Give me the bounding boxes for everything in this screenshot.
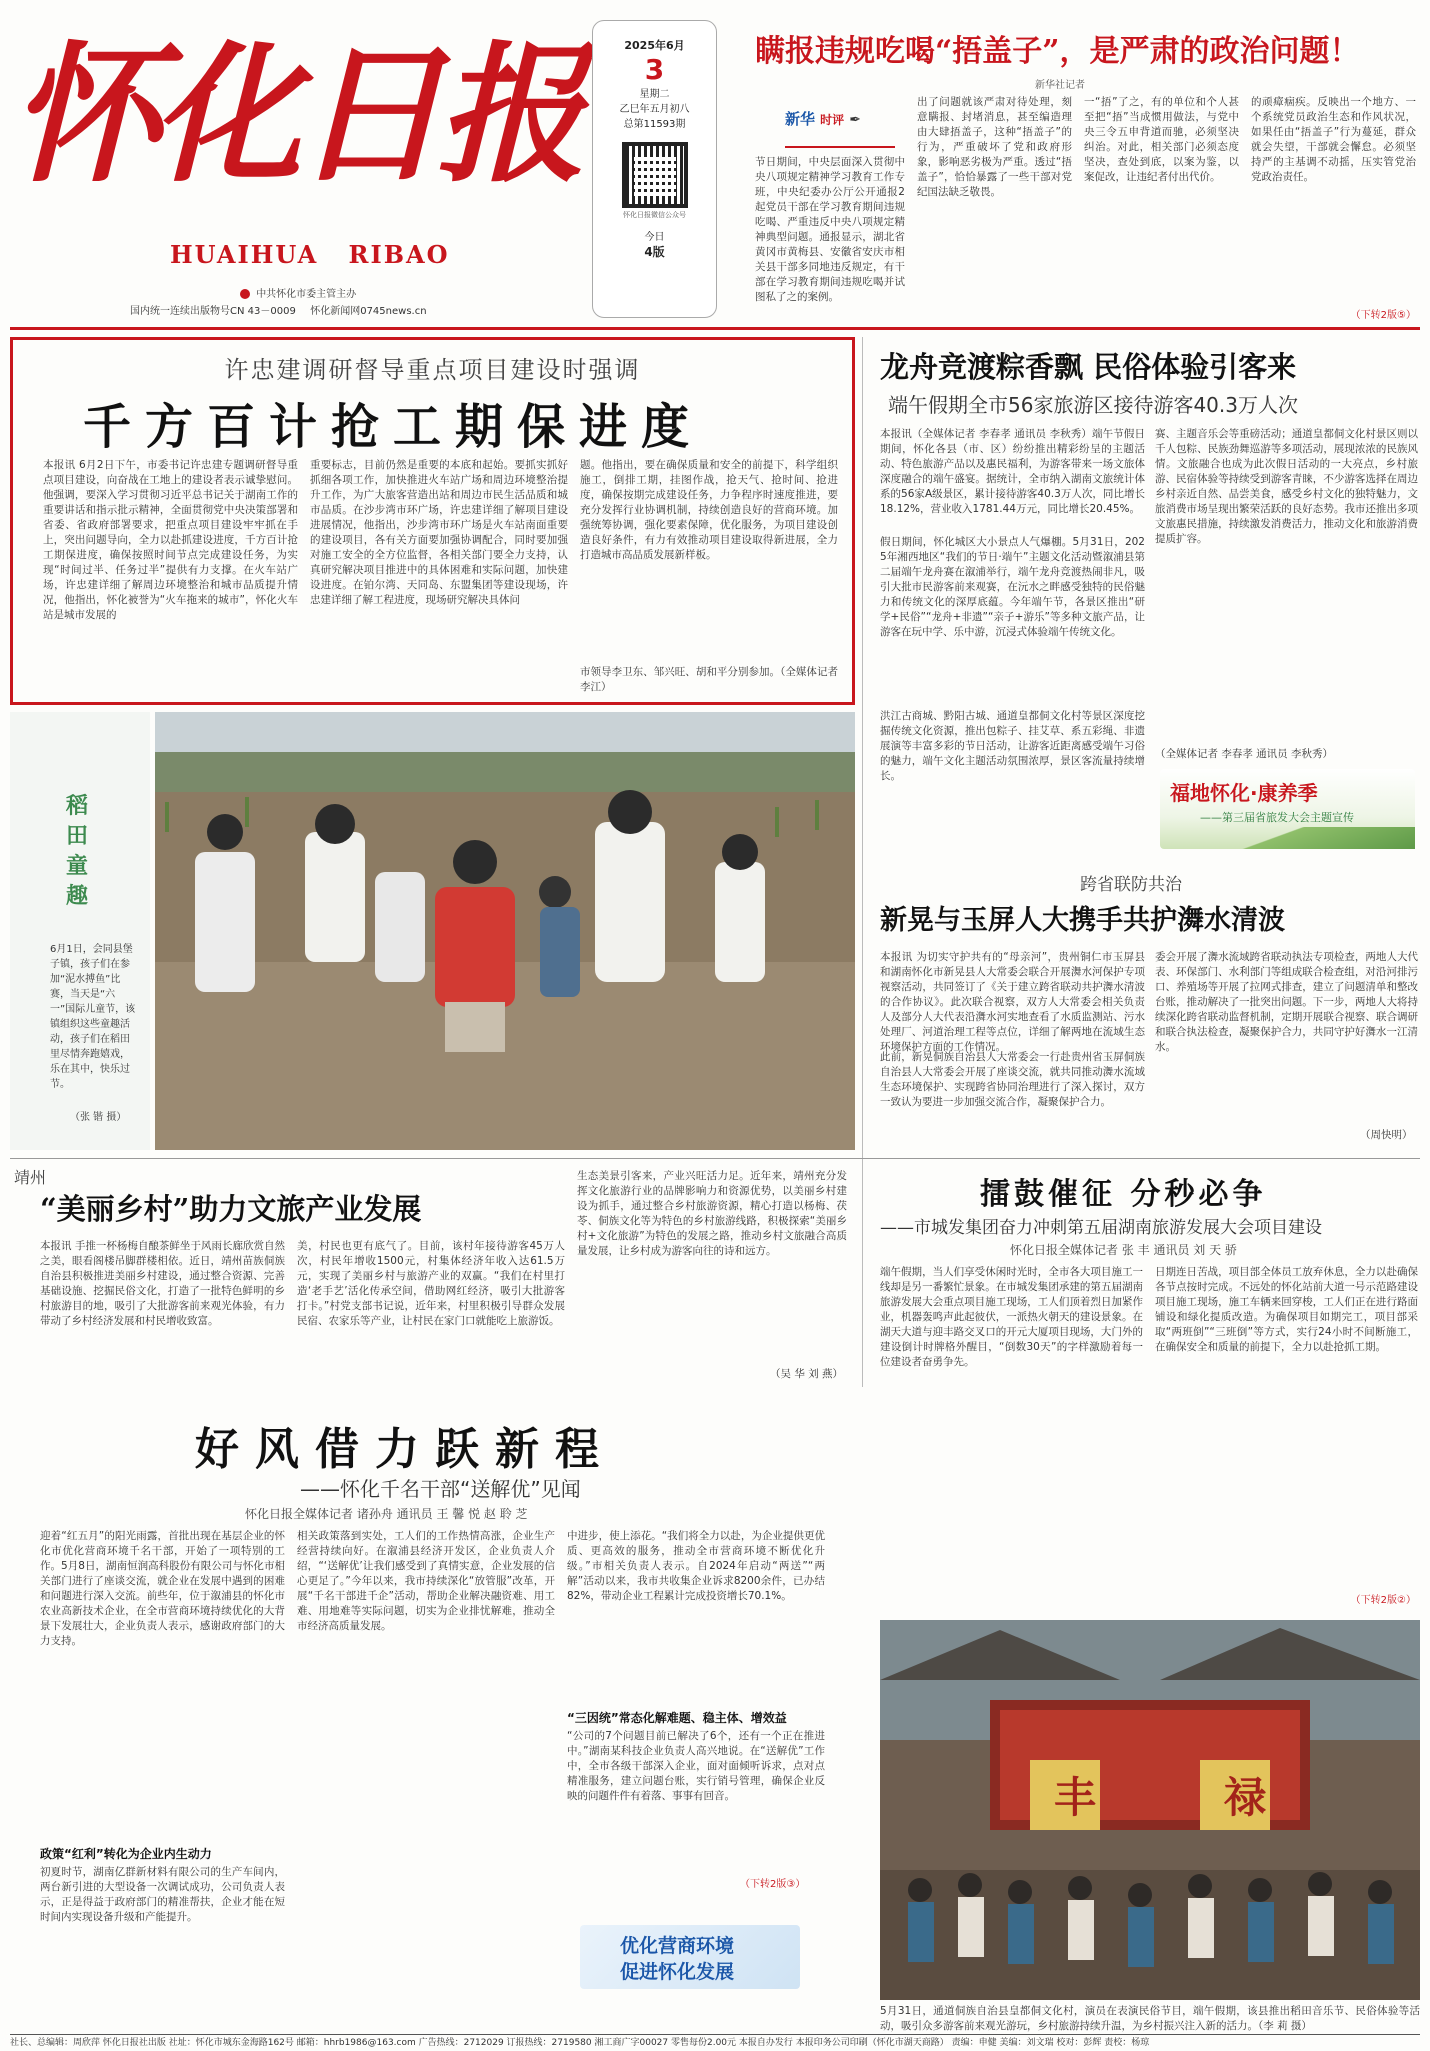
drum-subhead: ——市城发集团奋力冲刺第五届湖南旅游发展大会项目建设	[880, 1218, 1322, 1238]
feature-caption: 6月1日，会同县堡子镇，孩子们在参加“泥水搏鱼”比赛，当天是“六一”国际儿童节，该镇组织这些童趣活动，孩子们在稻田里尽情奔跑嬉戏，乐在其中，快乐过节。	[50, 944, 136, 1090]
page-count: 4版	[644, 245, 665, 259]
wind-subheading-a: 政策“红利”转化为企业内生动力	[40, 1847, 212, 1861]
top-commentary	[735, 20, 1420, 320]
river-protection-story	[870, 870, 1420, 1145]
commentary-author: 新华社记者	[1035, 80, 1085, 91]
commentary-title[interactable]: 瞒报违规吃喝“捂盖子”，是严肃的政治问题！	[755, 34, 1360, 69]
feature-credit: （张 锴 摄）	[70, 1112, 127, 1123]
lead-headline[interactable]: 千方百计抢工期保进度	[82, 399, 703, 455]
drum-rally-story	[870, 1165, 1420, 1615]
website: 怀化新闻网0745news.cn	[310, 306, 427, 317]
river-col-3: 委会开展了㵲水流域跨省联动执法专项检查，两地人大代表、环保部门、水利部门等组成联合检查组，对沿河排污口、养殖场等开展了拉网式排查，建立了问题清单和整改台账，推动解决了一批突出问题。下一步，两地人大将持续深化跨省联动监督机制，定期开展联合视察、联合调研和联合执法检查，凝聚保护合力，共同守护好㵲水一江清水。	[1155, 951, 1418, 1053]
village-col-3: 生态美景引客来，产业兴旺活力足。近年来，靖州充分发挥文化旅游行业的品牌影响力和资源优势，以美丽乡村建设为抓手，通过整合乡村旅游资源，精心打造以杨梅、茯苓、侗族文化等为特色的乡村旅游线路，积极探索“美丽乡村+文化旅游”为特色的发展之路，推动乡村文旅融合高质量发展，让乡村成为游客向往的诗和远方。	[577, 1170, 847, 1257]
banner-line-2: 促进怀化发展	[620, 1961, 735, 1983]
badge-part-a: 新华	[785, 110, 816, 128]
dragon-boat-col-2: 假日期间，怀化城区大小景点人气爆棚。5月31日，2025年湘西地区“我们的节日·端午”主题文化活动暨溆浦县第二届端午龙舟赛在溆浦举行，端午龙舟竞渡热闹非凡，吸引大批市民游客前来观赛，在沅水之畔感受独特的民俗魅力和传统文化的深厚底蕴。今年端午节，各景区推出“研学+民俗”“龙舟+非遗”“亲子+游乐”等多种文旅产品，让游客在玩中学、乐中游，沉浸式体验端午传统文化。	[880, 536, 1145, 638]
commentary-col-1: 节日期间，中央层面深入贯彻中央八项规定精神学习教育工作专班，中央纪委办公厅公开通报2起党员干部在学习教育期间违规吃喝、严重违反中央八项规定精神典型问题。通报显示，湖北省黄冈市黄梅县、安徽省安庆市相关县干部多同地违反规定，有干部在学习教育期间违规吃喝并试图私了之的案例。	[755, 156, 905, 303]
mountain-decoration-icon	[1160, 827, 1415, 849]
rice-field-feature	[10, 712, 855, 1150]
river-col-1: 本报讯 为切实守护共有的“母亲河”，贵州铜仁市玉屏县和湖南怀化市新晃县人大常委会联合开展㵲水河保护专项视察活动，共同签订了《关于建立跨省联动共护㵲水清波的合作协议》。此次联合视察，双方人大常委会相关负责人及部分人大代表沿㵲水河实地查看了水质监测站、污水处理厂、河道治理工程等点位，详细了解两地在流域生态环境保护方面的工作情况。	[880, 951, 1145, 1053]
badge-part-b: 时评	[820, 113, 845, 127]
lead-col-2: 重要标志，目前仍然是重要的本底和起始。要抓实抓好抓细各项工作，加快推进火车站广场和周边环境整治提升工作，为广大旅客营造出站和周边市民生活品质和城市品质。在沙步湾市环广场，许忠建详细了解项目建设进展情况，他指出，沙步湾市环广场是火车站南面重要的建设项目，各有关方面要加强协调配合，同时要加强对施工安全的全方位监督，各相关部门要全力支持，认真研究解决项目推进中的具体困难和实际问题，加快建设进度。在铂尔湾、天同岛、东盟集团等建设现场，许忠建详细了解工程进度，现场研究解决具体问	[310, 459, 568, 606]
lead-kicker: 许忠建调研督导重点项目建设时强调	[224, 356, 641, 384]
commentary-col-2: 出了问题就该严肃对待处理，刻意瞒报、封堵消息，甚至编造理由大肆捂盖子，这种“捂盖子”的行为，严重破坏了党和政府形象，影响恶劣极为严重。透过“捂盖子”，恰恰暴露了一些干部对党纪国法缺乏敬畏。	[917, 96, 1072, 198]
feature-sidebar	[10, 712, 150, 1150]
dragon-boat-subhead: 端午假期全市56家旅游区接待游客40.3万人次	[888, 393, 1298, 417]
lead-byline: 市领导李卫东、邹兴旺、胡和平分别参加。（全媒体记者 李江）	[580, 666, 838, 693]
paddy-photo-illustration	[155, 712, 855, 1150]
river-byline: （周快明）	[1360, 1129, 1413, 1141]
date-year-month: 2025年6月	[624, 39, 685, 52]
good-wind-story	[10, 1405, 855, 2035]
festival-photo-illustration	[880, 1620, 1420, 2000]
festival-performance-photo[interactable]	[880, 1620, 1420, 2000]
cn-number: 国内统一连续出版物号CN 43－0009	[130, 306, 296, 317]
column-divider	[862, 337, 863, 1387]
commentary-col-3: 一“捂”了之，有的单位和个人甚至把“捂”当成惯用做法，与党中央三令五申背道而驰，必须坚决纠治。对此，相关部门必须态度坚决，查处到底，以案为鉴，以案促改，让违纪者付出代价。	[1084, 96, 1239, 183]
wind-continued[interactable]: （下转2版③）	[740, 1879, 806, 1890]
dragon-boat-story	[870, 337, 1420, 857]
banner-line-1: 优化营商环境	[620, 1935, 735, 1957]
dragon-boat-byline: （全媒体记者 李春孝 通讯员 李秋秀）	[1155, 748, 1334, 760]
masthead	[10, 10, 579, 317]
wind-col-3: 中进步，使上添花。“我们将全力以赴，为企业提供更优质、更高效的服务，推动全市营商环境不断优化升级。”市相关负责人表示。自2024年启动“两送”“两解”活动以来，我市共收集企业诉求8200余件，已办结82%，带动企业工程累计完成投资增长70.1%。	[567, 1530, 825, 1602]
village-col-2: 美，村民也更有底气了。目前，该村年接待游客45万人次，村民年增收1500元，村集体经济年收入达61.5万元，实现了美丽乡村与旅游产业的双赢。“我们在村里打造‘老手艺’活化传承空间，借助网红经济，吸引大批游客打卡。”村党支部书记说，近年来，村里积极引导群众发展民宿、农家乐等产业，让村民在家门口就能吃上旅游饭。	[297, 1240, 565, 1327]
drum-headline[interactable]: 擂鼓催征 分秒必争	[980, 1177, 1267, 1212]
lead-story	[10, 337, 855, 705]
xinhua-comment-badge	[785, 108, 895, 148]
beautiful-village-story	[10, 1165, 855, 1405]
date-lunar: 乙巳年五月初八	[619, 104, 690, 115]
wind-headline[interactable]: 好风借力跃新程	[195, 1424, 615, 1475]
wind-byline: 怀化日报全媒体记者 诸孙舟 通讯员 王 馨 悦 赵 聆 芝	[245, 1507, 528, 1521]
promo-subtitle: ——第三届省旅发大会主题宣传	[1200, 811, 1354, 824]
village-kicker: 靖州	[14, 1168, 47, 1187]
festival-banner-right-char: 禄	[1223, 1773, 1266, 1822]
wind-col-1: 迎着“红五月”的阳光雨露，首批出现在基层企业的怀化市优化营商环境千名干部，开始了一项特别的工作。5月8日，湖南恒润高科股份有限公司与怀化市相关部门进行了座谈交流，就企业在发展中遇到的困难和问题进行深入交流。前些年，位于溆浦县的怀化市农业高新技术企业，在全市营商环境持续优化的大背景下发展壮大，企业负责人表示，感谢政府部门的大力支持。	[40, 1530, 285, 1647]
wind-col-4: “公司的7个问题目前已解决了6个，还有一个正在推进中。”湖南某科技企业负责人高兴地说。在“送解优”工作中，全市各级干部深入企业，面对面倾听诉求，点对点精准服务，建立问题台账，实行销号管理，确保企业反映的问题件件有着落、事事有回音。	[567, 1730, 825, 1802]
village-headline[interactable]: “美丽乡村”助力文旅产业发展	[40, 1192, 422, 1226]
wind-col-2: 相关政策落到实处，工人们的工作热情高涨，企业生产经营持续向好。在溆浦县经济开发区，企业负责人介绍，“‘送解优’让我们感受到了真情实意，企业发展的信心更足了。”今年以来，我市持续深化“放管服”改革，开展“千名干部进千企”活动，帮助企业解决融资难、用工难、用地难等实际问题，切实为企业排忧解难，推动全市经济高质量发展。	[297, 1530, 555, 1632]
masthead-rule	[10, 327, 1420, 330]
footer-rule	[10, 2034, 1420, 2035]
drum-col-2: 日期连日苦战，项目部全体员工放弃休息，全力以赴确保各节点按时完成。不远处的怀化站前大道一号示范路建设项目施工现场，施工车辆来回穿梭，工人们正在进行路面铺设和绿化提质改造。为确保项目如期完工，项目部采取“两班倒”“三班倒”等方式，实行24小时不间断施工，在确保安全和质量的前提下，全力以赴抢抓工期。	[1155, 1266, 1418, 1353]
village-byline: （吴 华 刘 燕）	[770, 1368, 844, 1380]
today-label: 今日	[644, 232, 665, 243]
date-day: 3	[644, 53, 665, 86]
masthead-logo: 怀化日报	[10, 27, 579, 203]
sponsor-text: 中共怀化市委主管主办	[256, 289, 357, 300]
dragon-boat-col-4: 赛、主题音乐会等重磅活动；通道皇都侗文化村景区则以千人包粽、民族劲舞巡游等多项活动，展现浓浓的民族风情。文旅融合也成为此次假日活动的一大亮点，乡村旅游、民宿体验等持续受到游客青睐，不少游客选择在周边乡村亲近自然、品尝美食，感受乡村文化的独特魅力，文旅消费市场呈现出繁荣活跃的良好态势。我市还推出多项文旅惠民措施，持续激发消费活力，推动文化和旅游消费提质扩容。	[1155, 428, 1418, 545]
wind-subhead: ——怀化千名干部“送解优”见闻	[300, 1477, 581, 1501]
dragon-boat-col-1: 本报讯（全媒体记者 李春孝 通讯员 李秋秀）端午节假日期间，怀化各县（市、区）纷纷推出精彩纷呈的主题活动、特色旅游产品以及惠民福利，为游客带来一场文旅体深度融合的端午盛宴。据统计，全市纳入湖南文旅统计体系的56家A级景区，累计接待游客40.3万人次，同比增长18.12%，营业收入1781.44万元，同比增长20.45%。	[880, 428, 1145, 515]
promo-title: 福地怀化·康养季	[1170, 781, 1318, 805]
kangyang-promo-banner[interactable]	[1160, 769, 1415, 849]
date-box	[592, 20, 717, 318]
section-divider	[10, 1158, 1420, 1159]
business-environment-banner[interactable]	[580, 1925, 800, 1989]
kids-in-rice-paddy-photo[interactable]	[155, 712, 855, 1150]
drum-continued[interactable]: （下转2版②）	[1350, 1595, 1416, 1606]
river-col-2: 此前，新晃侗族自治县人大常委会一行赴贵州省玉屏侗族自治县人大常委会开展了座谈交流，就共同推动㵲水流域生态环境保护、实现跨省协同治理进行了深入探讨，双方一致认为要进一步加强交流合作，凝聚保护合力。	[880, 1051, 1145, 1108]
publication-numbers	[130, 302, 427, 317]
lead-col-1: 本报讯 6月2日下午，市委书记许忠建专题调研督导重点项目建设，向奋战在工地上的建设者表示诚挚慰问。他强调，要深入学习贯彻习近平总书记关于湖南工作的重要讲话和指示批示精神，全面贯彻党中央决策部署和省委、省政府部署要求，把重点项目建设牢牢抓在手上，突出问题导向，全力以赴抓建设进度，千方百计抢工期保进度，确保按照时间节点完成建设任务，为实现“时间过半、任务过半”提供有力支撑。在火车站广场，许忠建详细了解周边环境整治和城市品质提升情况，他指出，怀化被誉为“火车拖来的城市”，怀化火车站是城市发展的	[43, 459, 298, 621]
festival-caption	[880, 2004, 1420, 2034]
festival-credit: （李 莉 摄）	[1258, 2020, 1312, 2032]
drum-byline: 怀化日报全媒体记者 张 丰 通讯员 刘 天 骄	[1010, 1243, 1237, 1257]
date-weekday: 星期二	[639, 89, 670, 100]
drum-col-1: 端午假期，当人们享受休闲时光时，全市各大项目施工一线却是另一番繁忙景象。在市城发集团承建的第五届湖南旅游发展大会重点项目施工现场，工人们顶着烈日加紧作业，机器轰鸣声此起彼伏，一派热火朝天的建设景象。在湖天大道与迎丰路交叉口的开元大厦项目现场，大门外的建设倒计时牌格外醒目，“倒数30天”的字样激励着每一位建设者奋勇争先。	[880, 1266, 1143, 1368]
sponsor-line	[240, 285, 356, 300]
commentary-continued[interactable]: （下转2版⑤）	[1350, 310, 1416, 321]
festival-banner-left-char: 丰	[1053, 1773, 1096, 1822]
party-emblem-icon	[240, 289, 250, 299]
wind-subheading-b: “三因统”常态化解难题、稳主体、增效益	[567, 1711, 787, 1725]
river-headline[interactable]: 新晃与玉屏人大携手共护㵲水清波	[880, 905, 1285, 936]
dragon-boat-col-3: 洪江古商城、黔阳古城、通道皇都侗文化村等景区深度挖掘传统文化资源，推出包粽子、挂艾草、系五彩绳、非遗展演等丰富多彩的节日活动，让游客近距离感受端午习俗的魅力，端午文化主题活动氛围浓厚，景区客流量持续增长。	[880, 710, 1145, 782]
date-issue: 总第11593期	[623, 119, 686, 130]
qr-caption: 怀化日报微信公众号	[623, 211, 686, 219]
qr-code-icon[interactable]	[622, 142, 688, 208]
lead-col-3: 题。他指出，要在确保质量和安全的前提下，科学组织施工，倒排工期，挂图作战，抢天气、抢时间、抢进度，确保按期完成建设任务，力争程序时速度推进，要充分发挥行业协调机制，持续创造良好的营商环境。加强统筹协调，强化要素保障，优化服务，为项目建设创造良好条件，有力有效推动项目建设取得新进展，全力打造城市高品质发展新样板。	[580, 459, 838, 561]
pen-icon: ✒	[849, 112, 861, 128]
footer-info: 社长、总编辑：周欣萍 怀化日报社出版 社址：怀化市城东金海路162号 邮箱：hhrb1986@163.com 广告热线：2712029 订报热线：2719580 湘工商广字00027 零售每份2.00元 本报自办发行 本报印务公司印刷（怀化市湖天商路） 责编：申健 美编：刘文瑞 校对：彭辉 责校：杨琼	[10, 2038, 1150, 2048]
masthead-pinyin: HUAIHUA RIBAO	[170, 240, 450, 269]
festival-caption-text: 5月31日，通道侗族自治县皇都侗文化村，演员在表演民俗节目，端午假期，该县推出稻田音乐节、民俗体验等活动，吸引众多游客前来观光游玩，乡村旅游持续升温，为乡村振兴注入新的活力。	[880, 2005, 1420, 2032]
dragon-boat-headline[interactable]: 龙舟竞渡粽香飘 民俗体验引客来	[880, 350, 1297, 384]
wind-col-5: 初夏时节，湖南亿群新材料有限公司的生产车间内，两台新引进的大型设备一次调试成功，公司负责人表示，正是得益于政府部门的精准帮扶，企业才能在短时间内实现设备升级和产能提升。	[40, 1866, 285, 1923]
village-col-1: 本报讯 手推一杯杨梅自酿茶鲜坐于风雨长廊欣赏自然之美，眼看阁楼吊脚群楼相依。近日，靖州苗族侗族自治县积极推进美丽乡村建设，通过整合资源、完善基础设施、挖掘民俗文化，打造了一批特色鲜明的乡村旅游目的地，吸引了大批游客前来观光体验，有力带动了乡村经济发展和村民增收致富。	[40, 1240, 285, 1327]
commentary-col-4: 的顽瘴痼疾。反映出一个地方、一个系统党员政治生态和作风状况，如果任由“捂盖子”行为蔓延，群众就会失望，干部就会懈怠。必须坚持严的主基调不动摇，压实管党治党政治责任。	[1251, 96, 1416, 183]
feature-title: 稻田童趣	[66, 794, 89, 909]
river-kicker: 跨省联防共治	[1080, 875, 1182, 895]
